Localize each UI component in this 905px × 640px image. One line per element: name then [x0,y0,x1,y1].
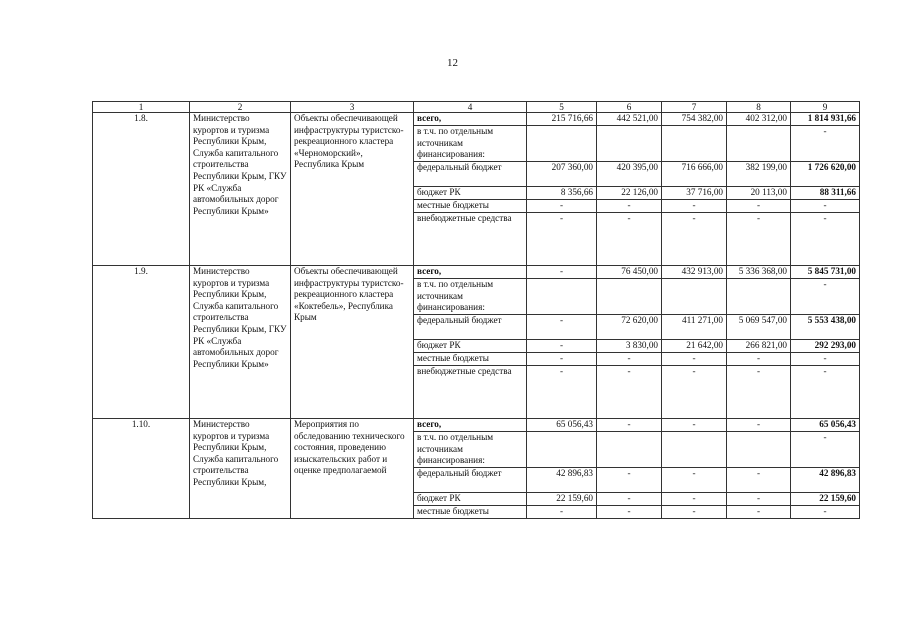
object-cell: Мероприятия по обследованию технического состояния, проведению изыскательских работ и оценке предполагаемой [291,419,414,519]
header-row [93,102,860,113]
row-label: федеральный бюджет [414,468,527,493]
total-cell: - [791,279,860,315]
total-cell: 88 311,66 [791,187,860,200]
value-cell: 21 642,00 [662,340,727,353]
row-label: в т.ч. по отдельным источникам финансирования: [414,279,527,315]
value-cell: - [597,353,662,366]
value-cell: - [527,315,597,340]
value-cell: 22 126,00 [597,187,662,200]
value-cell: 411 271,00 [662,315,727,340]
value-cell: 3 830,00 [597,340,662,353]
value-cell: 442 521,00 [597,113,662,126]
row-label: в т.ч. по отдельным источникам финансирования: [414,126,527,162]
header-cell: 9 [791,102,860,113]
table-row [93,113,860,126]
value-cell: - [662,468,727,493]
total-cell: 5 845 731,00 [791,266,860,279]
value-cell: - [597,419,662,432]
value-cell [727,432,791,468]
total-cell: - [791,213,860,266]
value-cell: 65 056,43 [527,419,597,432]
total-cell: 5 553 438,00 [791,315,860,340]
value-cell: - [662,213,727,266]
responsible-cell: Министерство курортов и туризма Республики Крым, Служба капитального строительства Республики Крым, [190,419,291,519]
value-cell [597,432,662,468]
value-cell: - [727,493,791,506]
row-label: внебюджетные средства [414,366,527,419]
value-cell: 20 113,00 [727,187,791,200]
total-cell: - [791,126,860,162]
value-cell: - [662,419,727,432]
header-cell: 4 [414,102,527,113]
value-cell: - [597,213,662,266]
total-cell: 42 896,83 [791,468,860,493]
value-cell: 5 336 368,00 [727,266,791,279]
value-cell: - [727,419,791,432]
responsible-cell: Министерство курортов и туризма Республики Крым, Служба капитального строительства Республики Крым, ГКУ РК «Служба автомобильных дорог Республики Крым» [190,266,291,419]
value-cell: - [662,493,727,506]
value-cell: - [527,213,597,266]
total-cell: 1 726 620,00 [791,162,860,187]
header-cell: 2 [190,102,291,113]
value-cell: - [527,506,597,519]
value-cell: - [727,506,791,519]
value-cell: 207 360,00 [527,162,597,187]
value-cell: - [727,353,791,366]
value-cell: 382 199,00 [727,162,791,187]
total-cell: 65 056,43 [791,419,860,432]
value-cell [597,126,662,162]
value-cell: - [662,366,727,419]
value-cell: 215 716,66 [527,113,597,126]
total-cell: - [791,353,860,366]
value-cell: - [597,200,662,213]
header-cell: 6 [597,102,662,113]
row-label: бюджет РК [414,493,527,506]
value-cell: - [727,213,791,266]
value-cell: 716 666,00 [662,162,727,187]
value-cell [527,126,597,162]
total-cell: 1 814 931,66 [791,113,860,126]
row-label: федеральный бюджет [414,162,527,187]
value-cell: - [597,493,662,506]
page-number: 12 [447,57,458,69]
object-cell: Объекты обеспечивающей инфраструктуры туристско-рекреационного кластера «Черноморский», Республика Крым [291,113,414,266]
row-label: в т.ч. по отдельным источникам финансирования: [414,432,527,468]
row-label: местные бюджеты [414,506,527,519]
value-cell [727,279,791,315]
total-cell: - [791,506,860,519]
value-cell: - [597,366,662,419]
value-cell: 42 896,83 [527,468,597,493]
header-cell: 8 [727,102,791,113]
row-label: федеральный бюджет [414,315,527,340]
row-label: бюджет РК [414,340,527,353]
table-row [93,419,860,432]
total-cell: 292 293,00 [791,340,860,353]
total-cell: - [791,432,860,468]
value-cell: - [527,353,597,366]
item-number: 1.10. [93,419,190,519]
value-cell: 72 620,00 [597,315,662,340]
value-cell: - [597,468,662,493]
row-label: внебюджетные средства [414,213,527,266]
total-cell: - [791,366,860,419]
header-cell: 3 [291,102,414,113]
value-cell: - [662,353,727,366]
object-cell: Объекты обеспечивающей инфраструктуры туристско-рекреационного кластера «Коктебель», Республика Крым [291,266,414,419]
table-row [93,266,860,279]
value-cell: 76 450,00 [597,266,662,279]
value-cell: - [727,468,791,493]
financing-table [92,101,860,519]
item-number: 1.8. [93,113,190,266]
total-cell: 22 159,60 [791,493,860,506]
row-label: всего, [414,266,527,279]
value-cell: 22 159,60 [527,493,597,506]
row-label: бюджет РК [414,187,527,200]
row-label: местные бюджеты [414,200,527,213]
value-cell: - [727,366,791,419]
value-cell: - [527,340,597,353]
value-cell: - [527,366,597,419]
item-number: 1.9. [93,266,190,419]
value-cell: 37 716,00 [662,187,727,200]
responsible-cell: Министерство курортов и туризма Республики Крым, Служба капитального строительства Республики Крым, ГКУ РК «Служба автомобильных дорог Республики Крым» [190,113,291,266]
value-cell: 754 382,00 [662,113,727,126]
value-cell: 420 395,00 [597,162,662,187]
row-label: местные бюджеты [414,353,527,366]
value-cell: - [527,200,597,213]
row-label: всего, [414,113,527,126]
value-cell: 402 312,00 [727,113,791,126]
row-label: всего, [414,419,527,432]
value-cell: - [662,200,727,213]
value-cell [727,126,791,162]
value-cell [662,432,727,468]
value-cell: - [527,266,597,279]
value-cell [527,432,597,468]
header-cell: 5 [527,102,597,113]
value-cell [662,126,727,162]
value-cell: 432 913,00 [662,266,727,279]
value-cell: - [662,506,727,519]
value-cell [662,279,727,315]
value-cell [597,279,662,315]
value-cell: 266 821,00 [727,340,791,353]
value-cell: - [597,506,662,519]
header-cell: 7 [662,102,727,113]
total-cell: - [791,200,860,213]
value-cell [527,279,597,315]
header-cell: 1 [93,102,190,113]
value-cell: - [727,200,791,213]
value-cell: 5 069 547,00 [727,315,791,340]
value-cell: 8 356,66 [527,187,597,200]
